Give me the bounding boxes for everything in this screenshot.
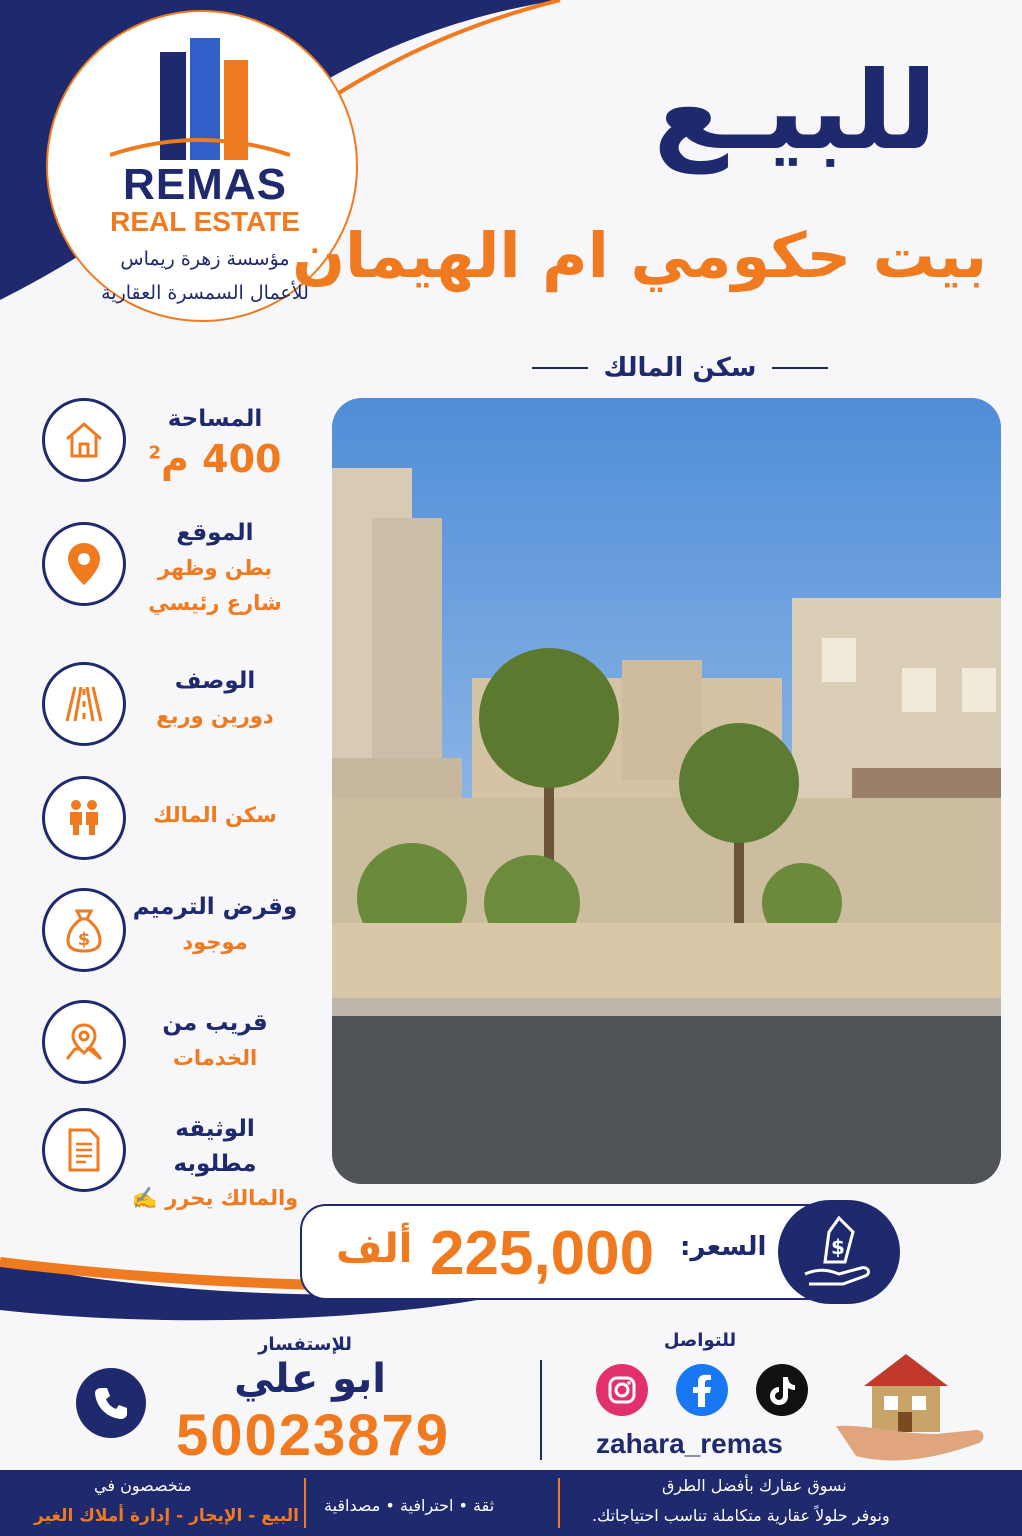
feature-services-title: قريب من	[162, 1010, 268, 1036]
phone-icon[interactable]	[76, 1368, 146, 1438]
location-pin-icon	[42, 522, 126, 606]
inquiry-name: ابو علي	[234, 1356, 386, 1402]
inquiry-label: للإستفسار	[258, 1334, 352, 1355]
logo-arabic-tagline: للأعمال السمسرة العقارية	[101, 282, 309, 304]
feature-description-value: دورين وربع	[156, 703, 274, 728]
feature-area	[130, 402, 300, 482]
tiktok-icon[interactable]	[756, 1364, 808, 1416]
road-icon	[42, 662, 126, 746]
feature-loan-title: وقرض الترميم	[132, 894, 298, 920]
feature-location	[130, 516, 300, 622]
area-number: 400	[202, 436, 282, 481]
footer-separator	[304, 1478, 306, 1528]
footer-specialized-label: متخصصون في	[94, 1476, 192, 1495]
headline-for-sale: للبيـع	[653, 49, 937, 174]
contact-divider	[540, 1360, 542, 1460]
logo-arabic-name: مؤسسة زهرة ريماس	[120, 248, 290, 270]
feature-document-title: الوثيقه مطلوبه	[173, 1116, 257, 1177]
area-unit: م	[161, 436, 189, 481]
area-unit-sup: 2	[148, 441, 162, 463]
property-photo	[332, 398, 1001, 1184]
logo-subtitle: REAL ESTATE	[110, 206, 300, 237]
tagline-line-left	[532, 367, 588, 369]
contact-label: للتواصل	[663, 1330, 737, 1351]
people-icon	[42, 776, 126, 860]
tagline: سكن المالك	[603, 353, 757, 383]
footer-separator	[558, 1478, 560, 1528]
logo-brand: REMAS	[123, 160, 287, 209]
feature-location-line1: بطن وظهر	[157, 555, 273, 580]
map-pin-icon	[42, 1000, 126, 1084]
price-label: السعر:	[680, 1232, 767, 1262]
property-title: بيت حكومي ام الهيمان	[292, 219, 987, 292]
feature-services-value: الخدمات	[172, 1045, 258, 1070]
feature-loan	[130, 890, 300, 960]
feature-location-line2: شارع رئيسي	[148, 591, 282, 616]
tagline-line-right	[772, 367, 828, 369]
feature-document-value: والمالك يحرر ✍️	[131, 1186, 299, 1210]
svg-text:$: $	[831, 1235, 845, 1259]
footer-values: ثقة • احترافية • مصداقية	[324, 1496, 495, 1515]
feature-description-title: الوصف	[174, 668, 256, 694]
svg-text:$: $	[77, 929, 91, 950]
feature-owner-value: سكن المالك	[153, 803, 277, 827]
price-value: 225,000	[430, 1219, 655, 1288]
document-icon	[42, 1108, 126, 1192]
tagline-row	[520, 348, 840, 388]
social-handle[interactable]: zahara_remas	[596, 1428, 783, 1459]
feature-description	[130, 664, 300, 734]
inquiry-phone[interactable]: 50023879	[176, 1403, 451, 1468]
instagram-icon[interactable]	[596, 1364, 648, 1416]
feature-services	[130, 1006, 300, 1076]
feature-owner	[130, 798, 300, 834]
feature-location-title: الموقع	[176, 520, 254, 546]
footer-slogan-1: نسوق عقارك بأفضل الطرق	[662, 1476, 847, 1495]
footer-slogan-2: ونوفر حلولاً عقارية متكاملة تناسب احتياجاتك.	[592, 1506, 890, 1525]
feature-area-title: المساحة	[167, 406, 263, 432]
footer-specialized-list: البيع - الإيجار - إدارة أملاك الغير	[34, 1506, 299, 1526]
house-icon	[42, 398, 126, 482]
price-tag-hand-icon	[778, 1200, 900, 1304]
feature-loan-value: موجود	[182, 929, 248, 954]
building-logo-icon	[110, 30, 290, 160]
money-bag-icon	[42, 888, 126, 972]
feature-area-value	[130, 437, 300, 483]
hand-house-icon	[836, 1346, 986, 1470]
feature-document	[130, 1112, 300, 1217]
price-unit: ألف	[336, 1226, 413, 1272]
facebook-icon[interactable]	[676, 1364, 728, 1416]
